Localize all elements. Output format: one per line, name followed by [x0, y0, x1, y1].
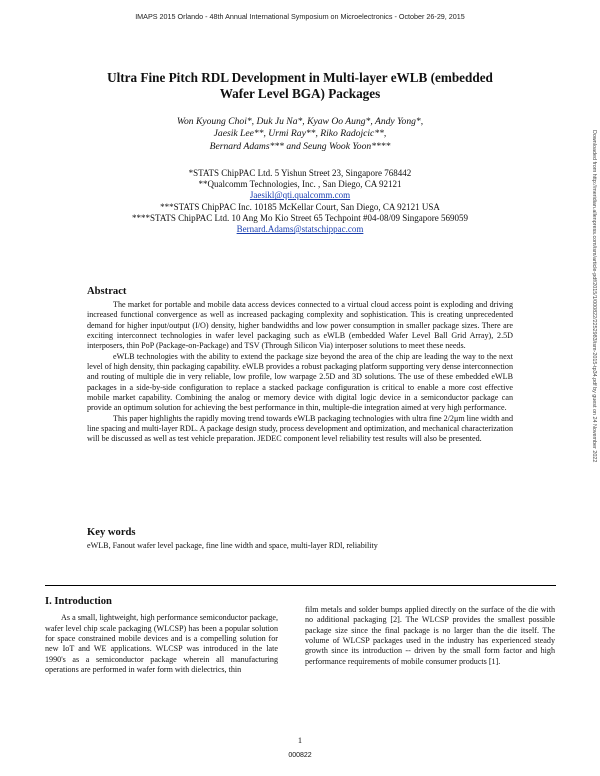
abstract-paragraph: The market for portable and mobile data access devices connected to a virtual cloud access point is exploding and driving increased functional convergence as well as increased packaging complexity and sophistication. This is creating unprecedented demand for higher input/output (I/O) density, higher bandwidths and low power consumption in smaller package sizes. There are exciting interconnect technologies in wafer level packaging such as eWLB (embedded Wafer Level Ball Grid Array), 2.5D interposers, thin PoP (Package-on-Package) and TSV (Through Silicon Via) interposer solutions to meet these needs. — [87, 300, 513, 351]
intro-left-column — [45, 597, 278, 675]
download-watermark — [586, 130, 598, 650]
paper-title — [70, 70, 530, 102]
intro-paragraph: film metals and solder bumps applied directly on the surface of the die with no additional packaging [2]. The WLCSP provides the smallest possible package size since the final package is no larger than the die itself. The volume of WLCSP packages used in the industry has experienced steady growth since its introduction -- driven by the small form factor and high performance requirements of mobile consumer products [1]. — [305, 605, 555, 666]
affiliation-4: ****STATS ChipPAC Ltd. 10 Ang Mo Kio Street 65 Techpoint #04-08/09 Singapore 569059 — [132, 212, 468, 223]
affiliation-2: **Qualcomm Technologies, Inc. , San Diego, CA 92121 — [198, 179, 402, 190]
intro-paragraph: As a small, lightweight, high performance semiconductor package, wafer level chip scale packaging (WLCSP) has been a popular solution for space constrained mobile devices and is a compelling solution for new IoT and WE applications. WLCSP was introduced in the late 1990's as a semiconductor package wherein all manufacturing operations are performed in wafer form with dielectrics, thin — [45, 613, 278, 675]
email-link-2[interactable]: Bernard.Adams@statschippac.com — [236, 224, 364, 235]
page-code: 000822 — [288, 752, 312, 759]
authors-line-2: Jaesik Lee**, Urmi Ray**, Riko Radojcic**, — [213, 128, 387, 140]
section-divider — [45, 585, 556, 586]
email-link-1[interactable]: Jaesikl@qti.qualcomm.com — [249, 190, 351, 201]
download-note: Downloaded from http://meridian.allenpress.com/ism/article-pdf/2015/1/000822/2252983/ism-2015-tp34.pdf by guest on 24 November 2022 — [591, 130, 597, 463]
keywords-heading: Key words — [87, 527, 136, 538]
title-line-2: Wafer Level BGA) Packages — [219, 86, 381, 101]
abstract-body — [87, 300, 513, 445]
intro-heading: I. Introduction — [45, 596, 112, 607]
affiliation-1: *STATS ChipPAC Ltd. 5 Yishun Street 23, Singapore 768442 — [188, 168, 412, 178]
authors-line-1: Won Kyoung Choi*, Duk Ju Na*, Kyaw Oo Aung*, Andy Yong*, — [176, 116, 424, 127]
title-line-1: Ultra Fine Pitch RDL Development in Multi-layer eWLB (embedded — [107, 70, 493, 85]
abstract-paragraph: eWLB technologies with the ability to extend the package size beyond the area of the chip are leading the way to the next level of high density, thin packaging capability. eWLB provides a robust packaging platform supporting very dense interconnection and routing of multiple die in very reliable, low profile, low warpage 2.5D and 3D solutions. The use of these embedded eWLB packages in a side-by-side configuration to replace a stacked package configuration is critical to enable a more cost effective mobile market capability. Combining the analog or memory device with digital logic device in a semiconductor package can provide an optimum solution for achieving the best performance in thin, multiple-die integration aimed at very high performance. — [87, 351, 513, 413]
affiliation-3: ***STATS ChipPAC Inc. 10185 McKellar Court, San Diego, CA 92121 USA — [160, 201, 440, 212]
page-number: 1 — [297, 736, 303, 745]
abstract-paragraph: This paper highlights the rapidly moving trend towards eWLB packaging technologies with ultra fine 2/2μm line width and line spacing and multi-layer RDL. A package design study, process development and optimization, and mechanical characterization will be discussed as well as test vehicle preparation. JEDEC component level reliability test results will also be presented. — [87, 413, 513, 444]
authors-line-3: Bernard Adams*** and Seung Wook Yoon**** — [209, 140, 391, 152]
abstract-heading: Abstract — [87, 286, 127, 297]
affiliations — [90, 168, 510, 235]
keywords-text: eWLB, Fanout wafer level package, fine line width and space, multi-layer RDl, reliability — [87, 541, 378, 550]
conference-header: IMAPS 2015 Orlando - 48th Annual International Symposium on Microelectronics - October 26-29, 2015 — [135, 12, 465, 21]
author-list — [110, 116, 490, 153]
intro-right-column — [305, 605, 555, 667]
